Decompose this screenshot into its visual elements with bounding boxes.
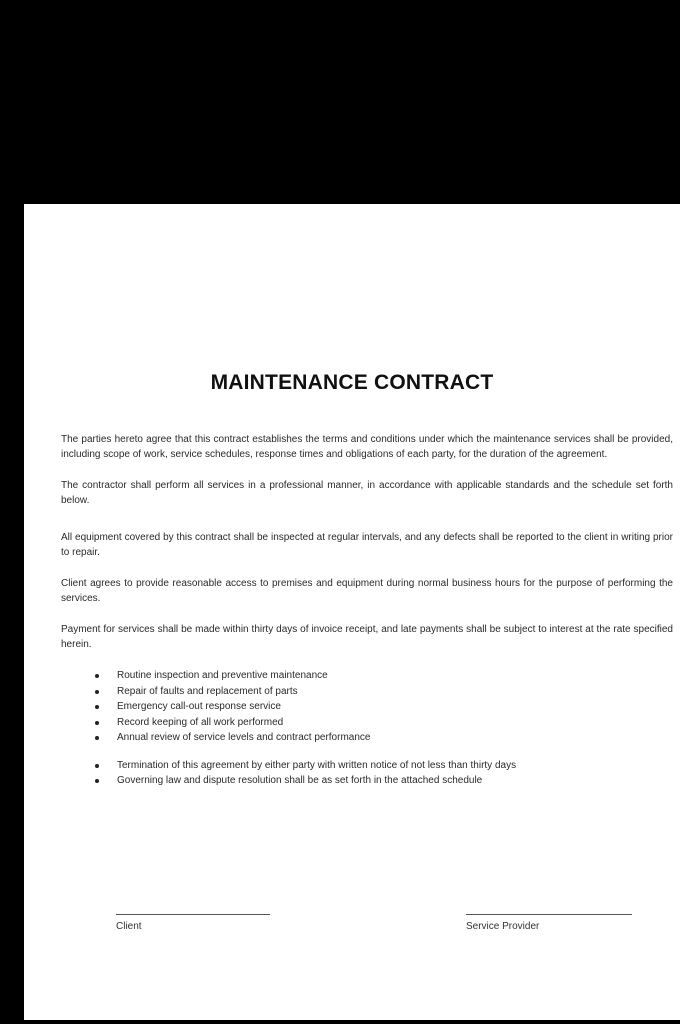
- list-item: Record keeping of all work performed: [117, 715, 673, 731]
- paragraph-intro: The parties hereto agree that this contract establishes the terms and conditions under which the maintenance services shall be provided, including scope of work, service schedules, response times and obligations of each party, for the duration of the agreement.: [61, 434, 673, 460]
- terms-list: [61, 758, 673, 789]
- list-item: Emergency call-out response service: [117, 699, 673, 715]
- paragraph-performance: The contractor shall perform all services in a professional manner, in accordance with applicable standards and the schedule set forth below.: [61, 480, 673, 506]
- paragraph-payment: Payment for services shall be made within thirty days of invoice receipt, and late payments shall be subject to interest at the rate specified herein.: [61, 624, 673, 650]
- list-item: Annual review of service levels and contract performance: [117, 730, 673, 746]
- paragraph-access: Client agrees to provide reasonable access to premises and equipment during normal business hours for the purpose of performing the services.: [61, 578, 673, 604]
- signature-block-provider: [466, 914, 632, 932]
- signature-line: [116, 914, 270, 915]
- document-title: MAINTENANCE CONTRACT: [210, 371, 494, 394]
- list-item: Governing law and dispute resolution shall be as set forth in the attached schedule: [117, 773, 673, 789]
- signature-label: Service Provider: [466, 921, 540, 932]
- signature-block-client: [116, 914, 270, 932]
- document-page: [24, 204, 680, 1020]
- list-item: Repair of faults and replacement of parts: [117, 684, 673, 700]
- services-list: [61, 668, 673, 746]
- document-body: [61, 432, 673, 789]
- list-item: Routine inspection and preventive maintenance: [117, 668, 673, 684]
- signature-label: Client: [116, 921, 142, 932]
- paragraph-inspection: All equipment covered by this contract shall be inspected at regular intervals, and any defects shall be reported to the client in writing prior to repair.: [61, 532, 673, 558]
- signature-line: [466, 914, 632, 915]
- list-item: Termination of this agreement by either party with written notice of not less than thirty days: [117, 758, 673, 774]
